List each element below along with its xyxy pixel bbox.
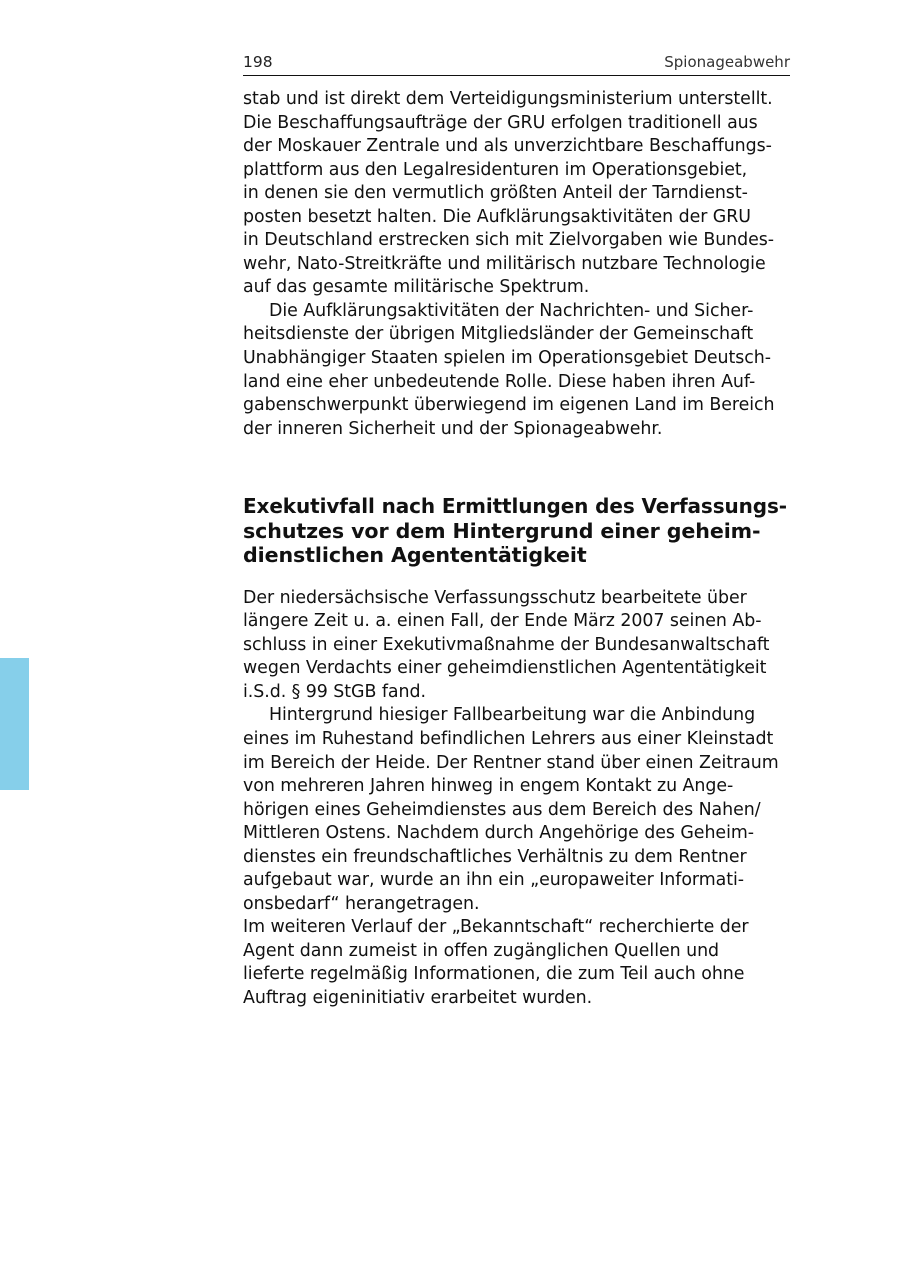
text-line: stab und ist direkt dem Verteidigungsministerium unterstellt. — [243, 89, 773, 109]
text-line: in Deutschland erstrecken sich mit Zielvorgaben wie Bundes- — [243, 230, 775, 251]
page-content — [243, 52, 790, 1011]
section-heading — [243, 494, 790, 568]
text-line: im Bereich der Heide. Der Rentner stand über einen Zeitraum — [243, 752, 779, 773]
body-text-section-1 — [243, 88, 790, 441]
text-line: der Moskauer Zentrale und als unverzichtbare Beschaffungs- — [243, 136, 772, 157]
text-line: posten besetzt halten. Die Aufklärungsaktivitäten der GRU — [243, 206, 751, 227]
text-line: wehr, Nato-Streitkräfte und militärisch nutzbare Technologie — [243, 253, 766, 274]
text-line: Agent dann zumeist in offen zugänglichen Quellen und — [243, 940, 720, 961]
text-line: der inneren Sicherheit und der Spionageabwehr. — [243, 418, 663, 439]
text-line: auf das gesamte militärische Spektrum. — [243, 277, 590, 298]
heading-line: Exekutivfall nach Ermittlungen des Verfassungs- — [243, 494, 787, 519]
text-line: gabenschwerpunkt überwiegend im eigenen Land im Bereich — [243, 395, 775, 416]
text-line: hörigen eines Geheimdienstes aus dem Bereich des Nahen/ — [243, 799, 761, 820]
running-header — [243, 52, 790, 76]
text-line: wegen Verdachts einer geheimdienstlichen Agententätigkeit — [243, 658, 767, 679]
text-line: eines im Ruhestand befindlichen Lehrers aus einer Kleinstadt — [243, 728, 774, 749]
text-line: heitsdienste der übrigen Mitgliedsländer der Gemeinschaft — [243, 324, 754, 345]
text-line: i.S.d. § 99 StGB fand. — [243, 681, 426, 702]
text-line: Im weiteren Verlauf der „Bekanntschaft“ recherchierte der — [243, 917, 749, 938]
text-line: Mittleren Ostens. Nachdem durch Angehörige des Geheim- — [243, 823, 754, 844]
chapter-thumb-tab — [0, 658, 29, 790]
text-line: Der niedersächsische Verfassungsschutz bearbeitete über — [243, 587, 747, 608]
page-number: 198 — [243, 53, 273, 71]
text-line: schluss in einer Exekutivmaßnahme der Bundesanwaltschaft — [243, 634, 770, 655]
text-line: onsbedarf“ herangetragen. — [243, 893, 480, 914]
text-line: in denen sie den vermutlich größten Anteil der Tarndienst- — [243, 183, 748, 204]
text-line: dienstes ein freundschaftliches Verhältnis zu dem Rentner — [243, 846, 747, 867]
text-line: Hintergrund hiesiger Fallbearbeitung war die Anbindung — [269, 705, 756, 726]
text-line: längere Zeit u. a. einen Fall, der Ende März 2007 seinen Ab- — [243, 611, 762, 632]
text-line: von mehreren Jahren hinweg in engem Kontakt zu Ange- — [243, 776, 734, 797]
heading-line: dienstlichen Agententätigkeit — [243, 543, 587, 568]
body-text-section-2 — [243, 587, 790, 1011]
text-line: aufgebaut war, wurde an ihn ein „europaweiter Informati- — [243, 870, 745, 891]
text-line: Auftrag eigeninitiativ erarbeitet wurden. — [243, 988, 593, 1008]
text-line: land eine eher unbedeutende Rolle. Diese haben ihren Auf- — [243, 371, 756, 392]
running-title: Spionageabwehr — [664, 53, 790, 71]
text-line: Die Aufklärungsaktivitäten der Nachrichten- und Sicher- — [269, 300, 754, 321]
text-line: Die Beschaffungsaufträge der GRU erfolgen traditionell aus — [243, 112, 758, 133]
text-line: plattform aus den Legalresidenturen im Operationsgebiet, — [243, 159, 748, 180]
text-line: Unabhängiger Staaten spielen im Operationsgebiet Deutsch- — [243, 348, 771, 369]
text-line: lieferte regelmäßig Informationen, die zum Teil auch ohne — [243, 964, 745, 985]
heading-line: schutzes vor dem Hintergrund einer geheim- — [243, 518, 761, 543]
